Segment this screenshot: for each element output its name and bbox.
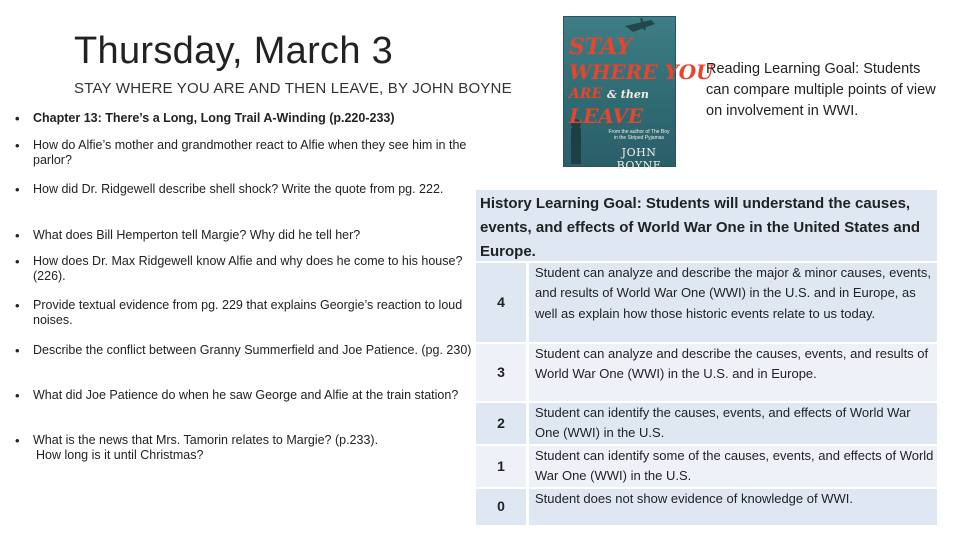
scale-row — [476, 402, 937, 445]
scale-description: Student can identify the causes, events, and effects of World War One (WWI) in the U.S. — [528, 402, 938, 445]
boy-figure — [571, 128, 581, 164]
question-item: • How do Alfie’s mother and grandmother react to Alfie when they see him in the parlor? — [15, 138, 477, 168]
scale-score: 1 — [476, 445, 528, 488]
cover-tagline: From the author of The Boy in the Striped Pyjamas — [608, 129, 670, 141]
scale-description: Student can identify some of the causes, events, and effects of World War One (WWI) in the U.S. — [528, 445, 938, 488]
history-learning-goal: History Learning Goal: Students will understand the causes, events, and effects of World War One in the United States and Europe. — [476, 190, 937, 261]
question-item — [15, 433, 477, 463]
question-item: • How did Dr. Ridgewell describe shell shock? Write the quote from pg. 222. — [15, 182, 477, 197]
scale-score: 3 — [476, 343, 528, 402]
cover-author: JOHN BOYNE — [616, 146, 662, 172]
cover-title-line: LEAVE — [569, 104, 644, 128]
scale-description: Student can analyze and describe the causes, events, and results of World War One (WWI) in the U.S. and in Europe. — [528, 343, 938, 402]
scale-row — [476, 488, 937, 525]
question-text: What is the news that Mrs. Tamorin relates to Margie? (p.233). — [33, 433, 379, 447]
cover-title-line: WHERE YOU — [569, 60, 714, 84]
cover-title-line — [569, 86, 649, 102]
book-cover-image — [563, 16, 714, 172]
question-item: • Describe the conflict between Granny Summerfield and Joe Patience. (pg. 230) — [15, 343, 477, 358]
scale-description: Student can analyze and describe the major & minor causes, events, and results of World War One (WWI) in the U.S. and in Europe, as well as explain how those historic events relate to us today. — [528, 262, 938, 343]
biplane-shape — [625, 20, 655, 32]
scale-row — [476, 343, 937, 402]
scale-row — [476, 262, 937, 343]
question-item: • Provide textual evidence from pg. 229 that explains Georgie’s reaction to loud noises. — [15, 298, 477, 328]
scale-description: Student does not show evidence of knowledge of WWI. — [528, 488, 938, 525]
question-item: • How does Dr. Max Ridgewell know Alfie and why does he come to his house? (226). — [15, 254, 477, 284]
scale-score: 0 — [476, 488, 528, 525]
cover-title-line: STAY — [569, 34, 632, 60]
scale-score: 2 — [476, 402, 528, 445]
question-item: • What did Joe Patience do when he saw George and Alfie at the train station? — [15, 388, 477, 403]
scale-score: 4 — [476, 262, 528, 343]
book-subtitle: STAY WHERE YOU ARE AND THEN LEAVE, BY JOHN BOYNE — [74, 80, 512, 97]
question-item: • What does Bill Hemperton tell Margie? Why did he tell her? — [15, 228, 477, 243]
question-text-continued: How long is it until Christmas? — [36, 448, 204, 462]
cover-title-then: & then — [607, 88, 649, 101]
page-title: Thursday, March 3 — [74, 30, 394, 72]
chapter-heading: • Chapter 13: There’s a Long, Long Trail A-Winding (p.220-233) — [15, 111, 477, 126]
reading-learning-goal: Reading Learning Goal: Students can compare multiple points of view on involvement in WWI. — [706, 61, 936, 119]
cover-title-are: ARE — [569, 86, 603, 102]
scale-row — [476, 445, 937, 488]
learning-scale-table — [476, 261, 937, 525]
